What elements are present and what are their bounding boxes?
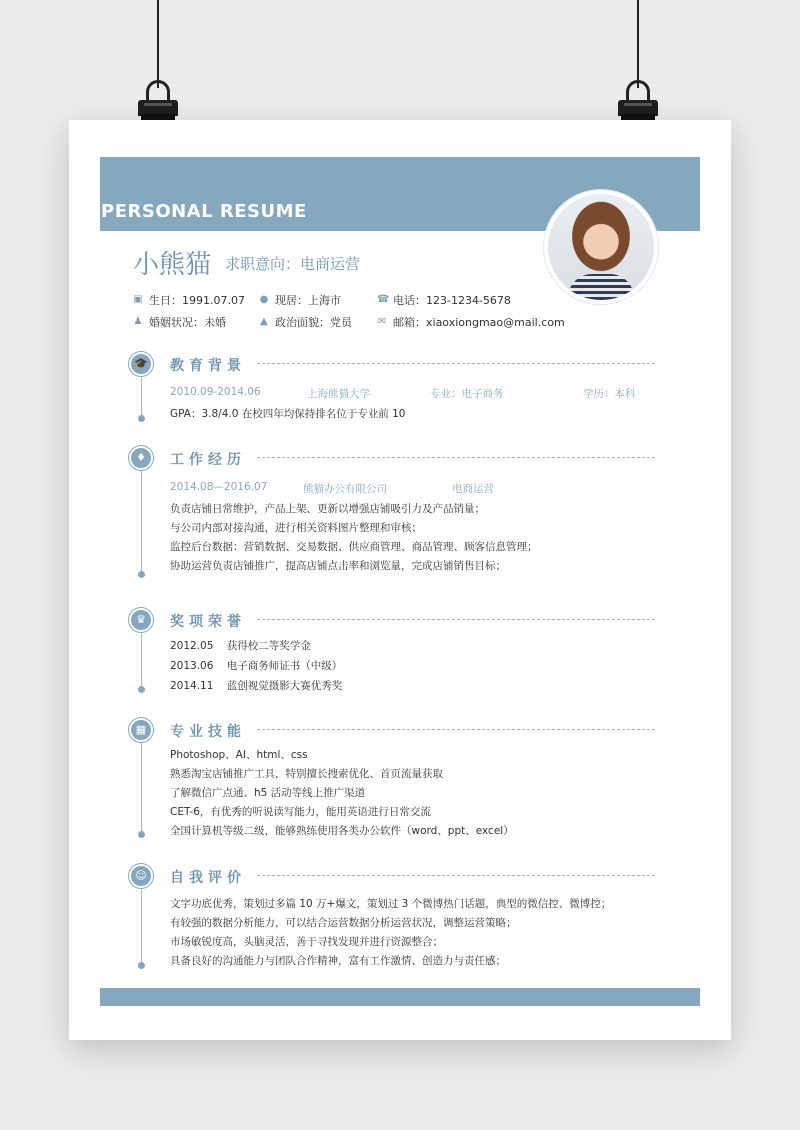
- banner-title: PERSONAL RESUME: [101, 201, 307, 222]
- info-political: ▲ 政治面貌：党员: [260, 316, 352, 329]
- edu-school: 上海熊猫大学: [307, 388, 370, 400]
- mail-icon: ✉: [377, 316, 387, 327]
- skill-item: 了解微信广点通、h5 活动等线上推广渠道: [170, 787, 366, 799]
- section-divider: [257, 729, 655, 730]
- timeline-dot: [138, 571, 145, 578]
- info-phone: ☎ 电话：123-1234-5678: [377, 294, 511, 307]
- person-icon: ♟: [133, 316, 143, 327]
- hanging-wire-left: [157, 0, 159, 88]
- education-icon: 🎓: [129, 352, 153, 376]
- edu-major: 专业：电子商务: [430, 388, 504, 400]
- info-residence: ● 现居：上海市: [259, 294, 341, 307]
- self-item: 具备良好的沟通能力与团队合作精神，富有工作激情、创造力与责任感；: [170, 955, 506, 967]
- section-title-skills: 专业技能: [170, 724, 246, 740]
- calendar-icon: ▣: [133, 294, 143, 305]
- hanging-wire-right: [637, 0, 639, 88]
- info-birth: ▣ 生日：1991.07.07: [133, 294, 245, 307]
- section-divider: [257, 619, 655, 620]
- section-divider: [257, 457, 655, 458]
- grid-icon: ▦: [129, 718, 153, 742]
- award-item: 2012.05 获得校二等奖学金: [170, 640, 311, 652]
- work-period: 2014.08—2016.07: [170, 481, 268, 493]
- section-divider: [257, 363, 655, 364]
- work-duty: 负责店铺日常维护，产品上架、更新以增强店铺吸引力及产品销量；: [170, 503, 485, 515]
- section-divider: [257, 875, 655, 876]
- skill-item: 熟悉淘宝店铺推广工具，特别擅长搜索优化、首页流量获取: [170, 768, 443, 780]
- info-marital: ♟ 婚姻状况：未婚: [133, 316, 226, 329]
- section-title-self: 自我评价: [170, 870, 246, 886]
- resume-paper: [69, 120, 731, 1040]
- phone-icon: ☎: [377, 294, 390, 305]
- skill-item: Photoshop、AI、html、css: [170, 749, 308, 761]
- award-item: 2013.06 电子商务师证书（中级）: [170, 660, 343, 672]
- user-icon: ☺: [129, 864, 153, 888]
- profile-photo: [544, 190, 658, 304]
- footer-bar: [100, 988, 700, 1006]
- section-title-work: 工作经历: [170, 452, 246, 468]
- edu-gpa: GPA：3.8/4.0 在校四年均保持排名位于专业前 10: [170, 408, 406, 420]
- award-item: 2014.11 蓝创视觉摄影大赛优秀奖: [170, 680, 343, 692]
- self-item: 有较强的数据分析能力，可以结合运营数据分析运营状况，调整运营策略；: [170, 917, 517, 929]
- timeline-dot: [138, 831, 145, 838]
- work-duty: 协助运营负责店铺推广，提高店铺点击率和浏览量，完成店铺销售目标；: [170, 560, 506, 572]
- work-duty: 监控后台数据：营销数据、交易数据、供应商管理、商品管理、顾客信息管理；: [170, 541, 538, 553]
- timeline-dot: [138, 686, 145, 693]
- graduation-cap-icon: ▲: [260, 316, 268, 327]
- section-title-education: 教育背景: [170, 358, 246, 374]
- skill-item: CET-6，有优秀的听说读写能力，能用英语进行日常交流: [170, 806, 431, 818]
- trophy-icon: ♛: [129, 608, 153, 632]
- timeline-dot: [138, 415, 145, 422]
- self-item: 文字功底优秀，策划过多篇 10 万+爆文，策划过 3 个微博热门话题，典型的微信控、微博控；: [170, 898, 612, 910]
- skill-item: 全国计算机等级二级，能够熟练使用各类办公软件（word、ppt、excel）: [170, 825, 514, 837]
- section-title-awards: 奖项荣誉: [170, 614, 246, 630]
- self-item: 市场敏锐度高，头脑灵活，善于寻找发现并进行资源整合；: [170, 936, 443, 948]
- work-position: 电商运营: [452, 483, 494, 495]
- timeline-line: [141, 458, 142, 574]
- edu-degree: 学历：本科: [583, 388, 636, 400]
- edu-period: 2010.09-2014.06: [170, 386, 261, 398]
- timeline-line: [141, 730, 142, 834]
- info-email: ✉ 邮箱：xiaoxiongmao@mail.com: [377, 316, 565, 329]
- timeline-dot: [138, 962, 145, 969]
- work-duty: 与公司内部对接沟通，进行相关资料图片整理和审核；: [170, 522, 422, 534]
- candidate-name: 小熊猫: [133, 250, 212, 280]
- tie-icon: ♦: [129, 446, 153, 470]
- work-company: 熊猫办公有限公司: [303, 483, 387, 495]
- location-pin-icon: ●: [259, 294, 269, 305]
- timeline-line: [141, 876, 142, 966]
- job-intent: 求职意向：电商运营: [225, 255, 361, 273]
